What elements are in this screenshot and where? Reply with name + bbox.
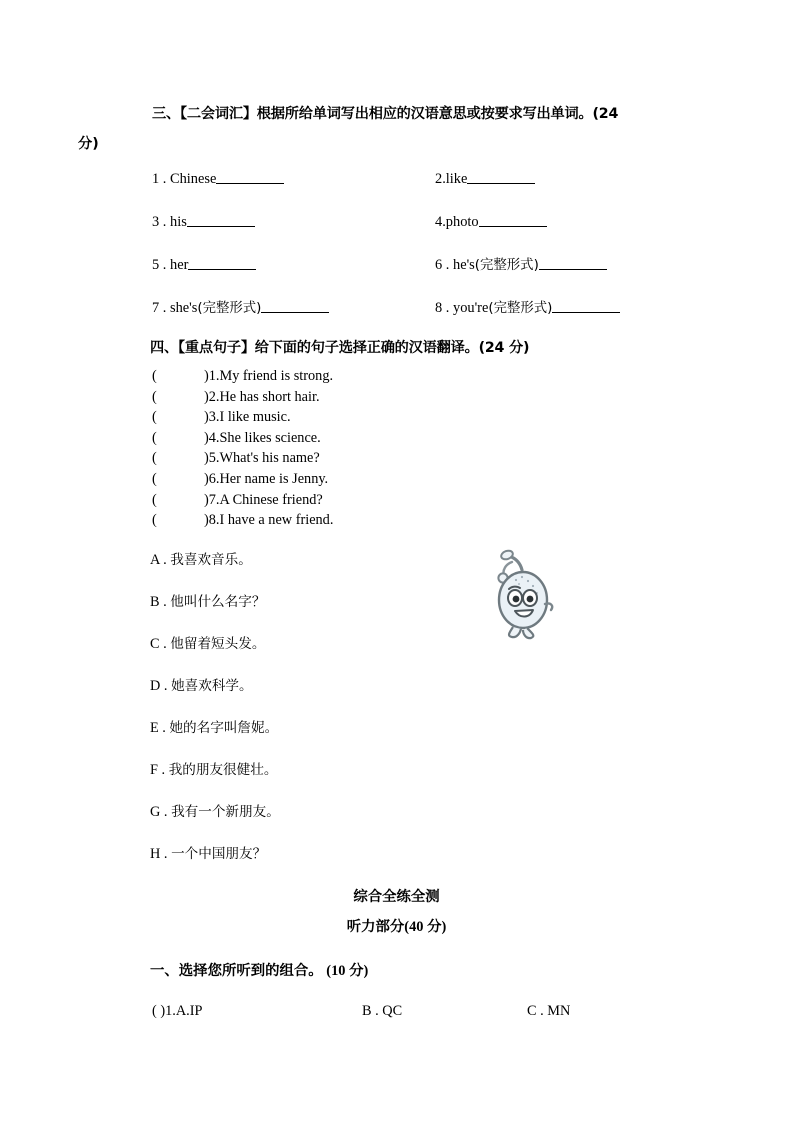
option-e-text: 她的名字叫詹妮。 (169, 720, 279, 736)
sentence-line-1 (152, 366, 333, 387)
listening-part-score: (40 分) (404, 919, 447, 935)
listening-question-one-score: (10 分) (322, 963, 369, 979)
sentence-line-3 (152, 407, 333, 428)
cartoon-egg-character-icon (482, 548, 562, 644)
answer-paren-4[interactable]: ( (152, 429, 157, 446)
vocab-item-3-number: 3 . (152, 214, 170, 230)
listening-part-title (0, 916, 793, 938)
sentence-line-2 (152, 387, 333, 408)
vocab-item-6-word: he's (453, 257, 475, 273)
vocab-item-4-blank[interactable] (479, 214, 547, 227)
vocab-item-6-number: 6 . (435, 257, 453, 273)
translation-option-g (150, 800, 280, 824)
sentence-text-6: )6.Her name is Jenny. (204, 470, 329, 487)
sentence-text-2: )2.He has short hair. (204, 388, 320, 405)
answer-paren-2[interactable]: ( (152, 388, 157, 405)
vocab-row-2 (152, 210, 712, 234)
vocab-item-6 (435, 253, 607, 278)
vocab-item-1 (152, 167, 284, 191)
vocab-item-8-blank[interactable] (552, 300, 620, 313)
sentence-line-5 (152, 448, 333, 469)
vocab-item-7-word: she's (170, 300, 198, 316)
vocab-item-2-word: like (445, 171, 468, 187)
vocab-item-4-word: photo (445, 214, 479, 230)
section-three-heading-line1: 三、【二会词汇】根据所给单词写出相应的汉语意思或按要求写出单词。(24 (152, 106, 619, 122)
vocab-item-7-note: (完整形式) (197, 301, 262, 316)
option-g-text: 我有一个新朋友。 (171, 804, 280, 820)
option-g-letter: G . (150, 804, 172, 820)
sentence-text-5: )5.What's his name? (204, 450, 320, 467)
vocab-item-8-number: 8 . (435, 300, 453, 316)
vocab-item-8 (435, 296, 620, 321)
sentence-line-6 (152, 469, 333, 490)
sentence-text-1: )1.My friend is strong. (204, 368, 334, 384)
option-b-letter: B . (150, 594, 171, 610)
section-three-heading-line2: 分) (78, 136, 99, 152)
mc-row-1-option-a[interactable]: ( )1.A.IP (152, 1003, 203, 1019)
sentence-line-8 (152, 510, 333, 531)
option-f-text: 我的朋友很健壮。 (168, 762, 278, 778)
vocab-row-1 (152, 167, 712, 191)
vocab-item-5-number: 5 . (152, 257, 170, 273)
option-h-letter: H . (150, 846, 172, 862)
vocab-item-5 (152, 253, 256, 277)
vocab-item-2-blank[interactable] (467, 171, 535, 184)
translation-option-e (150, 716, 278, 740)
sentence-text-7: )7.A Chinese friend? (204, 491, 323, 508)
vocab-item-8-word: you're (453, 300, 489, 316)
vocab-item-8-note: (完整形式) (488, 301, 553, 316)
answer-paren-1[interactable]: ( (152, 368, 157, 384)
vocab-item-6-note: (完整形式) (474, 258, 539, 273)
option-b-text: 他叫什么名字？ (170, 594, 266, 610)
option-a-text: 我喜欢音乐。 (170, 552, 252, 568)
vocab-item-3-blank[interactable] (187, 214, 255, 227)
option-c-letter: C . (150, 636, 171, 652)
vocab-item-5-blank[interactable] (188, 257, 256, 270)
sentence-line-4 (152, 428, 333, 449)
vocab-item-1-blank[interactable] (216, 171, 284, 184)
sentence-text-8: )8.I have a new friend. (204, 512, 334, 529)
vocab-item-1-number: 1 . (152, 171, 170, 187)
comprehensive-test-title: 综合全练全测 (353, 889, 440, 905)
answer-paren-6[interactable]: ( (152, 470, 157, 487)
vocab-item-7-number: 7 . (152, 300, 170, 316)
listening-question-one-label: 一、选择您所听到的组合。 (150, 963, 323, 979)
translation-option-c (150, 632, 265, 656)
option-d-text: 她喜欢科学。 (171, 678, 253, 694)
translation-option-b (150, 590, 265, 614)
option-h-text: 一个中国朋友？ (171, 846, 267, 862)
option-d-letter: D . (150, 678, 172, 694)
vocab-row-3 (152, 253, 712, 277)
vocab-item-6-blank[interactable] (539, 257, 607, 270)
listening-question-one-heading (150, 960, 368, 982)
vocab-item-7-blank[interactable] (261, 300, 329, 313)
translation-option-a (150, 548, 252, 572)
vocab-item-3-word: his (170, 214, 187, 230)
vocab-item-4-number: 4. (435, 214, 446, 230)
vocab-item-4 (435, 210, 547, 234)
listening-part-label: 听力部分 (346, 919, 405, 935)
vocab-item-2 (435, 167, 535, 191)
sentence-text-3: )3.I like music. (204, 409, 291, 426)
answer-paren-5[interactable]: ( (152, 450, 157, 467)
listening-mc-row-1 (152, 1000, 712, 1022)
vocab-item-2-number: 2. (435, 171, 446, 187)
vocab-item-1-word: Chinese (170, 171, 217, 187)
option-e-letter: E . (150, 720, 170, 736)
translation-option-h (150, 842, 266, 866)
sentence-line-7 (152, 490, 333, 511)
translation-option-d (150, 674, 253, 698)
sentence-text-4: )4.She likes science. (204, 429, 321, 446)
option-f-letter: F . (150, 762, 169, 778)
section-four-heading: 四、【重点句子】给下面的句子选择正确的汉语翻译。(24 分) (150, 340, 530, 356)
answer-paren-3[interactable]: ( (152, 409, 157, 426)
answer-paren-8[interactable]: ( (152, 512, 157, 529)
option-a-letter: A . (150, 552, 171, 568)
vocab-item-3 (152, 210, 255, 234)
vocab-row-4 (152, 296, 712, 320)
vocab-item-5-word: her (170, 257, 189, 273)
sentence-match-list (152, 366, 333, 531)
mc-row-1-option-c[interactable]: C . MN (527, 1003, 571, 1019)
option-c-text: 他留着短头发。 (170, 636, 266, 652)
answer-paren-7[interactable]: ( (152, 491, 157, 508)
vocab-item-7 (152, 296, 329, 321)
mc-row-1-option-b[interactable]: B . QC (362, 1003, 403, 1019)
translation-option-f (150, 758, 277, 782)
